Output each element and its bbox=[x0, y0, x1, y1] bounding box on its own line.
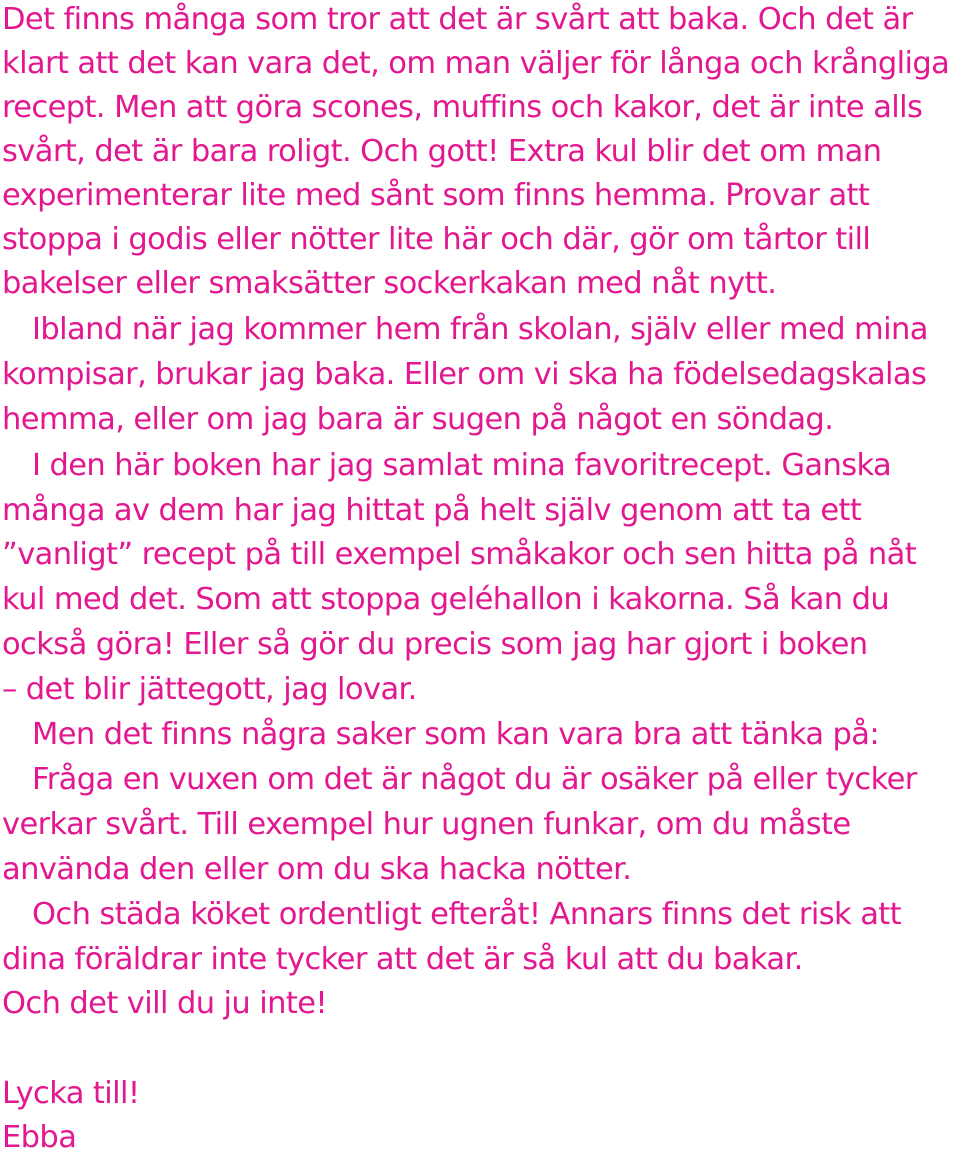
text-line: kul med det. Som att stoppa geléhallon i kakorna. Så kan du bbox=[2, 582, 890, 617]
text-line: Men det finns några saker som kan vara bra att tänka på: bbox=[32, 717, 880, 752]
text-line: också göra! Eller så gör du precis som jag har gjort i boken bbox=[2, 627, 868, 662]
text-line: hemma, eller om jag bara är sugen på något en söndag. bbox=[2, 402, 834, 437]
text-line: Ibland när jag kommer hem från skolan, själv eller med mina bbox=[32, 312, 928, 347]
text-line: ”vanligt” recept på till exempel småkakor och sen hitta på nåt bbox=[2, 537, 917, 572]
text-line: Det finns många som tror att det är svårt att baka. Och det är bbox=[2, 2, 913, 37]
text-line: svårt, det är bara roligt. Och gott! Extra kul blir det om man bbox=[2, 134, 882, 169]
text-line: Fråga en vuxen om det är något du är osäker på eller tycker bbox=[32, 762, 917, 797]
signoff-name: Ebba bbox=[2, 1120, 77, 1155]
text-line: bakelser eller smaksätter sockerkakan med nåt nytt. bbox=[2, 266, 777, 301]
text-line: kompisar, brukar jag baka. Eller om vi ska ha födelsedagskalas bbox=[2, 357, 927, 392]
text-line: Och det vill du ju inte! bbox=[2, 986, 327, 1021]
text-line: stoppa i godis eller nötter lite här och där, gör om tårtor till bbox=[2, 222, 871, 257]
text-line: många av dem har jag hittat på helt själv genom att ta ett bbox=[2, 493, 862, 528]
text-line: klart att det kan vara det, om man väljer för långa och krångliga bbox=[2, 46, 950, 81]
signoff-greeting: Lycka till! bbox=[2, 1076, 140, 1111]
text-line: experimenterar lite med sånt som finns hemma. Provar att bbox=[2, 178, 870, 213]
text-line: recept. Men att göra scones, muffins och kakor, det är inte alls bbox=[2, 90, 923, 125]
text-line: Och städa köket ordentligt efteråt! Annars finns det risk att bbox=[32, 897, 902, 932]
text-line: verkar svårt. Till exempel hur ugnen funkar, om du måste bbox=[2, 807, 851, 842]
text-line: dina föräldrar inte tycker att det är så kul att du bakar. bbox=[2, 942, 803, 977]
text-line: använda den eller om du ska hacka nötter. bbox=[2, 852, 632, 887]
text-line: I den här boken har jag samlat mina favoritrecept. Ganska bbox=[32, 448, 892, 483]
text-line: – det blir jättegott, jag lovar. bbox=[2, 672, 417, 707]
